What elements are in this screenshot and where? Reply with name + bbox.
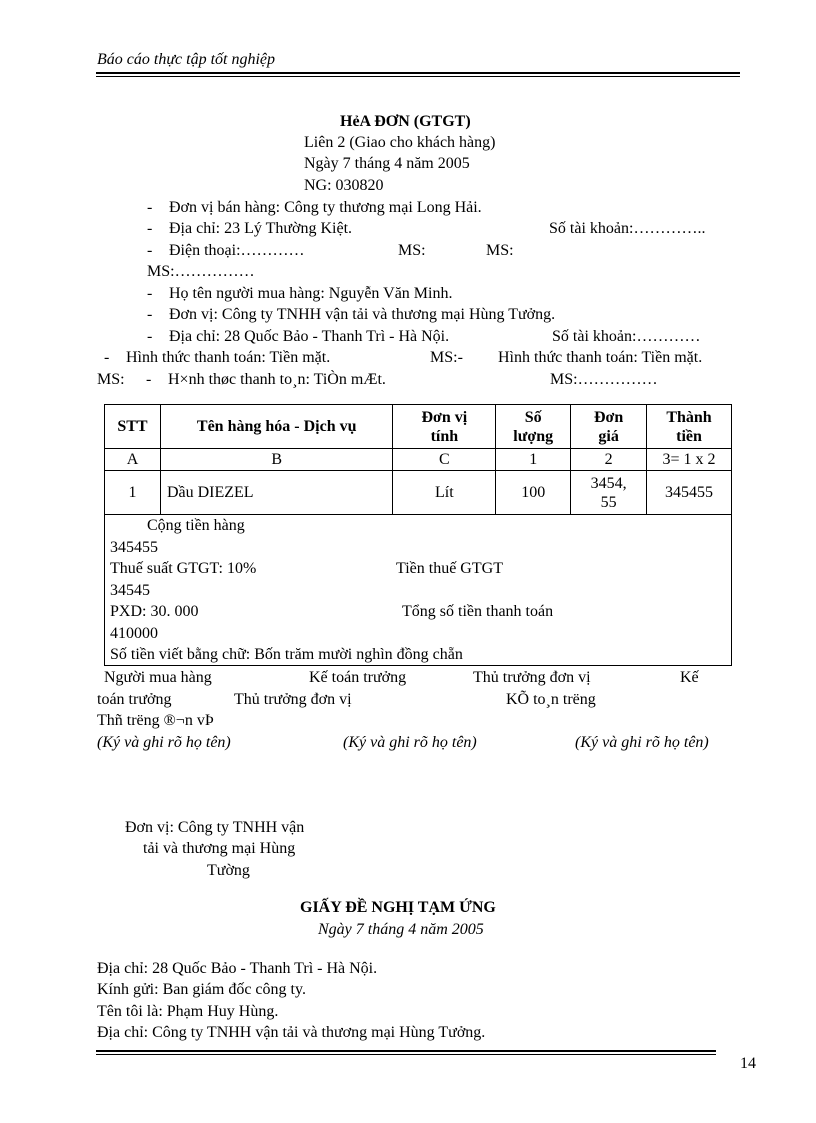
code-b: B <box>160 449 393 471</box>
payment-method: Hình thức thanh toán: Tiền mặt. <box>126 349 331 366</box>
sig-line3-garbled: Thñ trëng ®¬n vÞ <box>97 712 214 729</box>
payment-method-2: Hình thức thanh toán: Tiền mặt. <box>498 349 703 366</box>
request-address: Địa chỉ: 28 Quốc Bảo - Thanh Trì - Hà Nội. <box>97 960 378 977</box>
sig-note-2: (Ký và ghi rõ họ tên) <box>343 734 477 751</box>
request-name: Tên tôi là: Phạm Huy Hùng. <box>97 1003 279 1020</box>
sig-ke: Kế <box>680 669 699 686</box>
payment-line-1: - Hình thức thanh toán: Tiền mặt. <box>104 349 331 366</box>
header-rule-top <box>96 72 740 74</box>
amount-in-words: Số tiền viết bằng chữ: Bốn trăm mười nghìn đồng chẵn <box>110 646 463 663</box>
row-total: 345455 <box>647 471 732 515</box>
buyer-name: Họ tên người mua hàng: Nguyễn Văn Minh. <box>169 285 453 302</box>
header-rule-bottom <box>96 76 740 77</box>
request-unit-line3: Tường <box>207 862 250 879</box>
sig-line2-head: Thủ trưởng đơn vị <box>234 691 352 708</box>
payment-ms-end: MS:…………… <box>550 371 658 388</box>
buyer-unit: Đơn vị: Công ty TNHH vận tải và thương mại Hùng Tưởng. <box>169 306 556 323</box>
code-1: 1 <box>496 449 571 471</box>
request-unit-line2: tải và thương mại Hùng <box>143 840 296 857</box>
request-date: Ngày 7 tháng 4 năm 2005 <box>318 921 484 938</box>
footer-rule-bottom <box>96 1054 716 1055</box>
invoice-copy: Liên 2 (Giao cho khách hàng) <box>304 134 496 151</box>
summary-box <box>104 514 732 666</box>
buyer-name-line: - Họ tên người mua hàng: Nguyễn Văn Minh. <box>147 285 453 302</box>
invoice-title: HẻA ĐƠN (GTGT) <box>340 113 471 130</box>
seller-unit: Đơn vị bán hàng: Công ty thương mại Long Hải. <box>169 199 482 216</box>
payment-garbled: H×nh thøc thanh to¸n: TiÒn mÆt. <box>168 371 386 388</box>
seller-address: Địa chỉ: 23 Lý Thường Kiệt. <box>169 220 353 237</box>
goods-total-label: Cộng tiền hàng <box>147 517 245 534</box>
col-header-name: Tên hàng hóa - Dịch vụ <box>160 405 393 449</box>
table-row <box>105 471 732 515</box>
seller-unit-line: - Đơn vị bán hàng: Công ty thương mại Long Hải. <box>147 199 482 216</box>
col-header-price: Đơn giá <box>571 405 647 449</box>
seller-account: Số tài khoản:………….. <box>549 220 706 237</box>
request-company-address: Địa chỉ: Công ty TNHH vận tải và thương mại Hùng Tưởng. <box>97 1024 486 1041</box>
invoice-table <box>104 404 732 515</box>
buyer-account: Số tài khoản:………… <box>552 328 701 345</box>
goods-total-value: 345455 <box>110 539 158 556</box>
request-title: GIẤY ĐỀ NGHỊ TẠM ỨNG <box>300 899 496 916</box>
code-2: 2 <box>571 449 647 471</box>
row-unit: Lít <box>393 471 496 515</box>
col-header-total: Thành tiền <box>647 405 732 449</box>
seller-ms-3: MS:…………… <box>147 263 255 280</box>
footer-rule-top <box>96 1050 716 1052</box>
page-number: 14 <box>740 1055 756 1072</box>
table-code-row <box>105 449 732 471</box>
buyer-unit-line: - Đơn vị: Công ty TNHH vận tải và thương mại Hùng Tưởng. <box>147 306 556 323</box>
table-header-row <box>105 405 732 449</box>
code-c: C <box>393 449 496 471</box>
sig-head: Thủ trưởng đơn vị <box>473 669 591 686</box>
sig-line2-garbled: KÕ to¸n trëng <box>506 691 596 708</box>
row-stt: 1 <box>105 471 161 515</box>
col-header-qty: Số lượng <box>496 405 571 449</box>
row-qty: 100 <box>496 471 571 515</box>
sig-buyer: Người mua hàng <box>104 669 212 686</box>
code-a: A <box>105 449 161 471</box>
request-unit-line1: Đơn vị: Công ty TNHH vận <box>125 819 305 836</box>
seller-ms-2: MS: <box>486 242 514 259</box>
grand-total-label: Tổng số tiền thanh toán <box>402 603 554 620</box>
buyer-address-line: - Địa chỉ: 28 Quốc Bảo - Thanh Trì - Hà Nội. <box>147 328 450 345</box>
sig-note-3: (Ký và ghi rõ họ tên) <box>575 734 709 751</box>
vat-label: Tiền thuế GTGT <box>396 560 503 577</box>
sig-line2-accountant: toán trưởng <box>97 691 172 708</box>
invoice-number: NG: 030820 <box>304 177 384 194</box>
pxd-value: PXD: 30. 000 <box>110 603 199 620</box>
sig-accountant: Kế toán trưởng <box>309 669 407 686</box>
code-3: 3= 1 x 2 <box>647 449 732 471</box>
payment-ms-start: MS: <box>97 371 125 388</box>
invoice-date: Ngày 7 tháng 4 năm 2005 <box>304 155 470 172</box>
payment-line-garbled: - H×nh thøc thanh to¸n: TiÒn mÆt. <box>146 371 386 388</box>
seller-address-line: - Địa chỉ: 23 Lý Thường Kiệt. <box>147 220 353 237</box>
buyer-address: Địa chỉ: 28 Quốc Bảo - Thanh Trì - Hà Nội. <box>169 328 450 345</box>
grand-total-value: 410000 <box>110 625 158 642</box>
seller-phone-line: - Điện thoại:………… <box>147 242 305 259</box>
vat-value: 34545 <box>110 582 150 599</box>
seller-ms-1: MS: <box>398 242 426 259</box>
report-header-title: Báo cáo thực tập tốt nghiệp <box>97 51 276 68</box>
payment-ms-dash: MS:- <box>430 349 463 366</box>
col-header-unit: Đơn vị tính <box>393 405 496 449</box>
request-to: Kính gửi: Ban giám đốc công ty. <box>97 981 306 998</box>
col-header-stt: STT <box>105 405 161 449</box>
sig-note-1: (Ký và ghi rõ họ tên) <box>97 734 231 751</box>
seller-phone: Điện thoại:………… <box>169 242 305 259</box>
row-price: 3454, 55 <box>571 471 647 515</box>
vat-rate: Thuế suất GTGT: 10% <box>110 560 257 577</box>
row-name: Dầu DIEZEL <box>160 471 393 515</box>
